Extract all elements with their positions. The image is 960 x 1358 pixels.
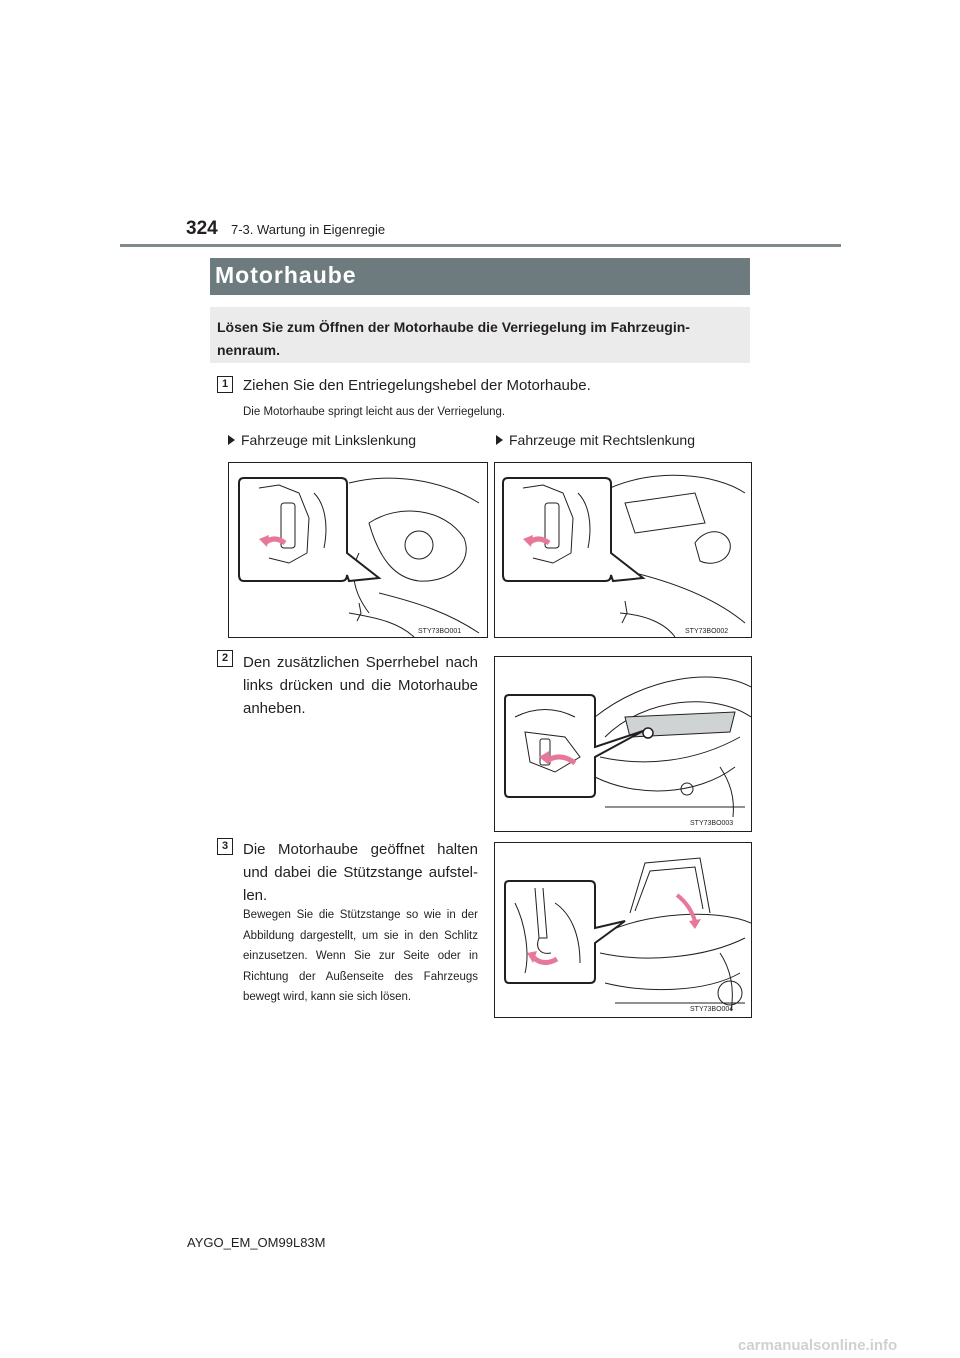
variant-left-label: Fahrzeuge mit Linkslenkung [228, 432, 416, 448]
step-2-text: Den zusätzlichen Sperrhebel nach links drücken und die Motorhaube anheben. [243, 654, 478, 717]
intro-text: Lösen Sie zum Öffnen der Motorhaube die Verriegelung im Fahrzeugin-nenraum. [217, 319, 690, 358]
hood-release-lever-illustration [229, 463, 487, 637]
step-3-note: Bewegen Sie die Stützstange so wie in der Abbildung dargestellt, um sie in den Schlitz einzusetzen. Wenn Sie zur Seite oder in Richtung der Außenseite des Fahrzeugs bewegt wird, kann sie sich lösen. [243, 909, 478, 1003]
figure-code: STY73BO001 [418, 628, 462, 635]
step-number-3: 3 [217, 838, 233, 855]
figure-code: STY73BO004 [690, 1006, 734, 1013]
header-rule [120, 244, 841, 247]
section-header: 7-3. Wartung in Eigenregie [231, 222, 386, 237]
hood-release-lever-illustration [495, 463, 751, 637]
auxiliary-catch-lever-illustration [495, 657, 751, 831]
step-1-note: Die Motorhaube springt leicht aus der Verriegelung. [243, 406, 506, 418]
document-id: AYGO_EM_OM99L83M [187, 1235, 326, 1250]
figure-code: STY73BO003 [690, 820, 734, 827]
step-3-text: Die Motorhaube geöffnet halten und dabei die Stützstange aufstel-len. [243, 841, 478, 904]
watermark: carmanualsonline.info [738, 1337, 898, 1354]
step-number-1: 1 [217, 376, 233, 393]
step-1-text: Ziehen Sie den Entriegelungshebel der Motorhaube. [243, 377, 591, 394]
figure-left-hand-drive [228, 462, 488, 638]
variant-right-label: Fahrzeuge mit Rechtslenkung [496, 432, 695, 448]
page-number: 324 [186, 218, 218, 239]
figure-right-hand-drive [494, 462, 752, 638]
triangle-bullet-icon [496, 435, 503, 445]
figure-code: STY73BO002 [685, 628, 729, 635]
support-rod-illustration [495, 843, 751, 1017]
figure-support-rod [494, 842, 752, 1018]
triangle-bullet-icon [228, 435, 235, 445]
page-title: Motorhaube [215, 262, 357, 288]
figure-auxiliary-lever [494, 656, 752, 832]
step-number-2: 2 [217, 650, 233, 667]
